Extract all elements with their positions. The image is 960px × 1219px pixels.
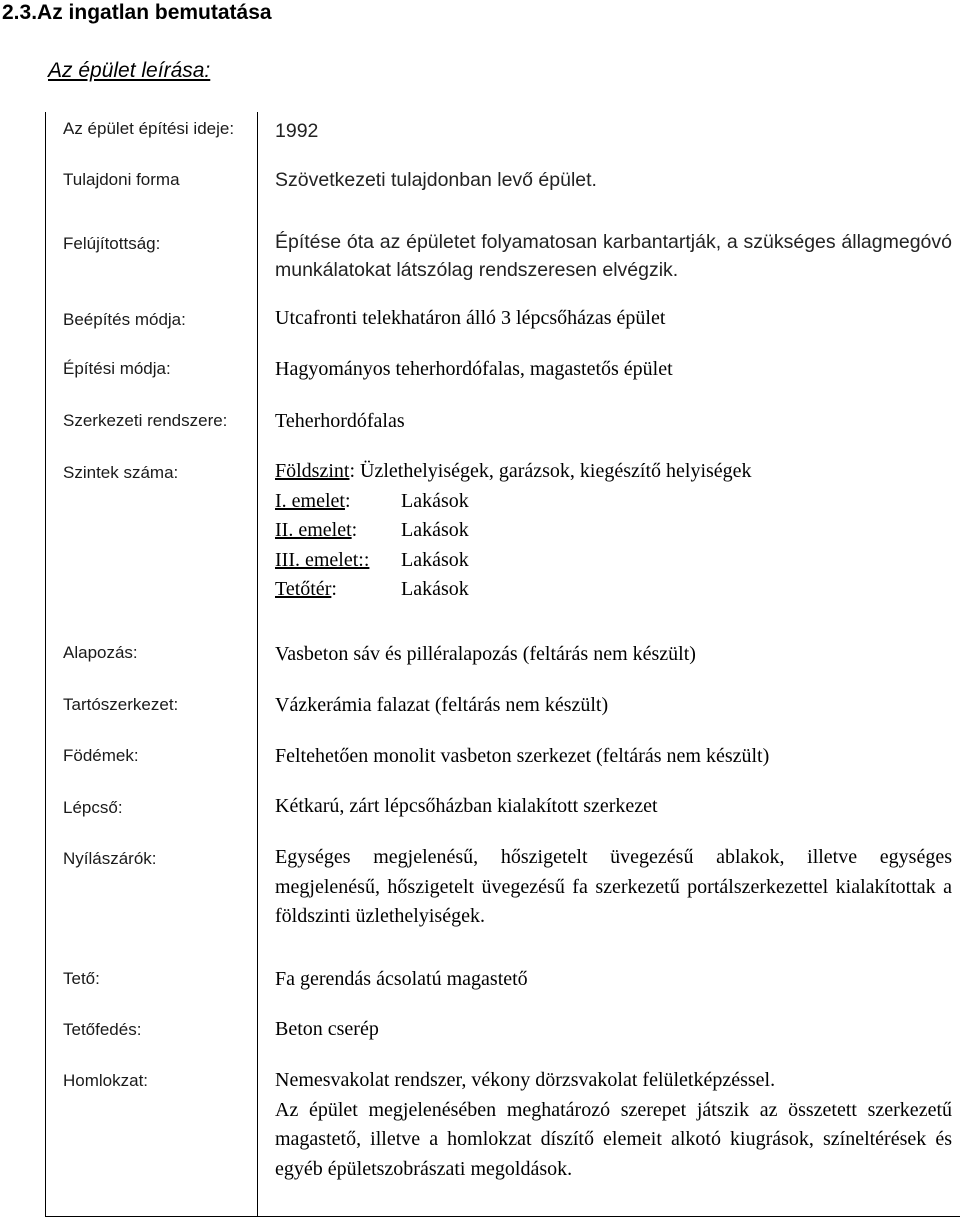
- floor-level: III. emelet::: [275, 548, 370, 571]
- label-building-type: Beépítés módja:: [63, 310, 186, 329]
- value-slabs: Feltehetően monolit vasbeton szerkezet (feltárás nem készült): [275, 745, 770, 767]
- section-subheading: Az épület leírása:: [48, 59, 211, 82]
- floor-separator: :: [351, 519, 358, 541]
- floor-level: II. emelet: [275, 519, 352, 541]
- floor-row: [275, 546, 952, 576]
- value-building-type: Utcafronti telekhatáron álló 3 lépcsőházas épület: [275, 307, 666, 329]
- floor-row: [275, 575, 952, 605]
- value-load-bearing: Vázkerámia falazat (feltárás nem készült): [275, 694, 609, 716]
- facade-paragraph: Az épület megjelenésében meghatározó szerepet játszik az összetett szerkezetű magastető, illetve a homlokzat díszítő elemeit alkotó kiugrások, színeltérések és egyéb épületszobrászati megoldások.: [275, 1098, 952, 1180]
- label-floors: Szintek száma:: [63, 463, 179, 482]
- value-renovation: Építése óta az épületet folyamatosan karbantartják, a szükséges állagmegóvó munkálatokat látszólag rendszeresen elvégzik.: [275, 231, 952, 281]
- value-structure: Teherhordófalas: [275, 410, 405, 432]
- floor-row: [275, 487, 952, 517]
- value-construction-method: Hagyományos teherhordófalas, magastetős épület: [275, 358, 673, 380]
- floor-level: Földszint: [275, 460, 350, 482]
- floor-use: Lakások: [401, 578, 469, 600]
- label-facade: Homlokzat:: [63, 1071, 149, 1090]
- floor-use: Üzlethelyiségek, garázsok, kiegészítő helyiségek: [360, 460, 752, 482]
- floor-separator: :: [331, 578, 337, 600]
- floor-use: Lakások: [401, 519, 469, 541]
- label-build-year: Az épület építési ideje:: [63, 119, 235, 138]
- value-roof: Fa gerendás ácsolatú magastető: [275, 968, 528, 990]
- value-windows-doors: Egységes megjelenésű, hőszigetelt üvegezésű ablakok, illetve egységes megjelenésű, hőszigetelt üvegezésű fa szerkezetű portálszerkezettel kialakítottak a földszinti üzlethelyiségek.: [275, 846, 952, 927]
- value-roofing: Beton cserép: [275, 1018, 379, 1040]
- floor-separator: :: [349, 460, 361, 482]
- floors-list: [275, 457, 952, 605]
- value-foundation: Vasbeton sáv és pilléralapozás (feltárás nem készült): [275, 643, 696, 665]
- label-construction-method: Építési módja:: [63, 359, 171, 378]
- floor-row: [275, 457, 952, 487]
- section-heading: 2.3.Az ingatlan bemutatása: [2, 1, 272, 24]
- label-renovation: Felújítottság:: [63, 234, 161, 253]
- label-windows-doors: Nyílászárók:: [63, 849, 157, 868]
- floor-level: I. emelet: [275, 489, 345, 512]
- column-divider: [257, 112, 258, 1216]
- value-facade: [275, 1066, 952, 1184]
- value-build-year: 1992: [275, 120, 319, 142]
- label-slabs: Födémek:: [63, 746, 139, 765]
- value-stairs: Kétkarú, zárt lépcsőházban kialakított szerkezet: [275, 795, 658, 817]
- floor-use: Lakások: [401, 489, 469, 512]
- floor-level: Tetőtér: [275, 578, 332, 600]
- label-roof: Tető:: [63, 969, 100, 988]
- floor-separator: :: [344, 489, 351, 512]
- label-ownership: Tulajdoni forma: [63, 170, 180, 189]
- facade-paragraph: Nemesvakolat rendszer, vékony dörzsvakolat felületképzéssel.: [275, 1069, 776, 1091]
- label-structure: Szerkezeti rendszere:: [63, 411, 228, 430]
- label-foundation: Alapozás:: [63, 643, 138, 662]
- floor-use: Lakások: [401, 548, 469, 571]
- label-load-bearing: Tartószerkezet:: [63, 695, 179, 714]
- value-ownership: Szövetkezeti tulajdonban levő épület.: [275, 169, 597, 191]
- label-stairs: Lépcső:: [63, 798, 123, 817]
- floor-row: [275, 516, 952, 546]
- label-roofing: Tetőfedés:: [63, 1020, 142, 1039]
